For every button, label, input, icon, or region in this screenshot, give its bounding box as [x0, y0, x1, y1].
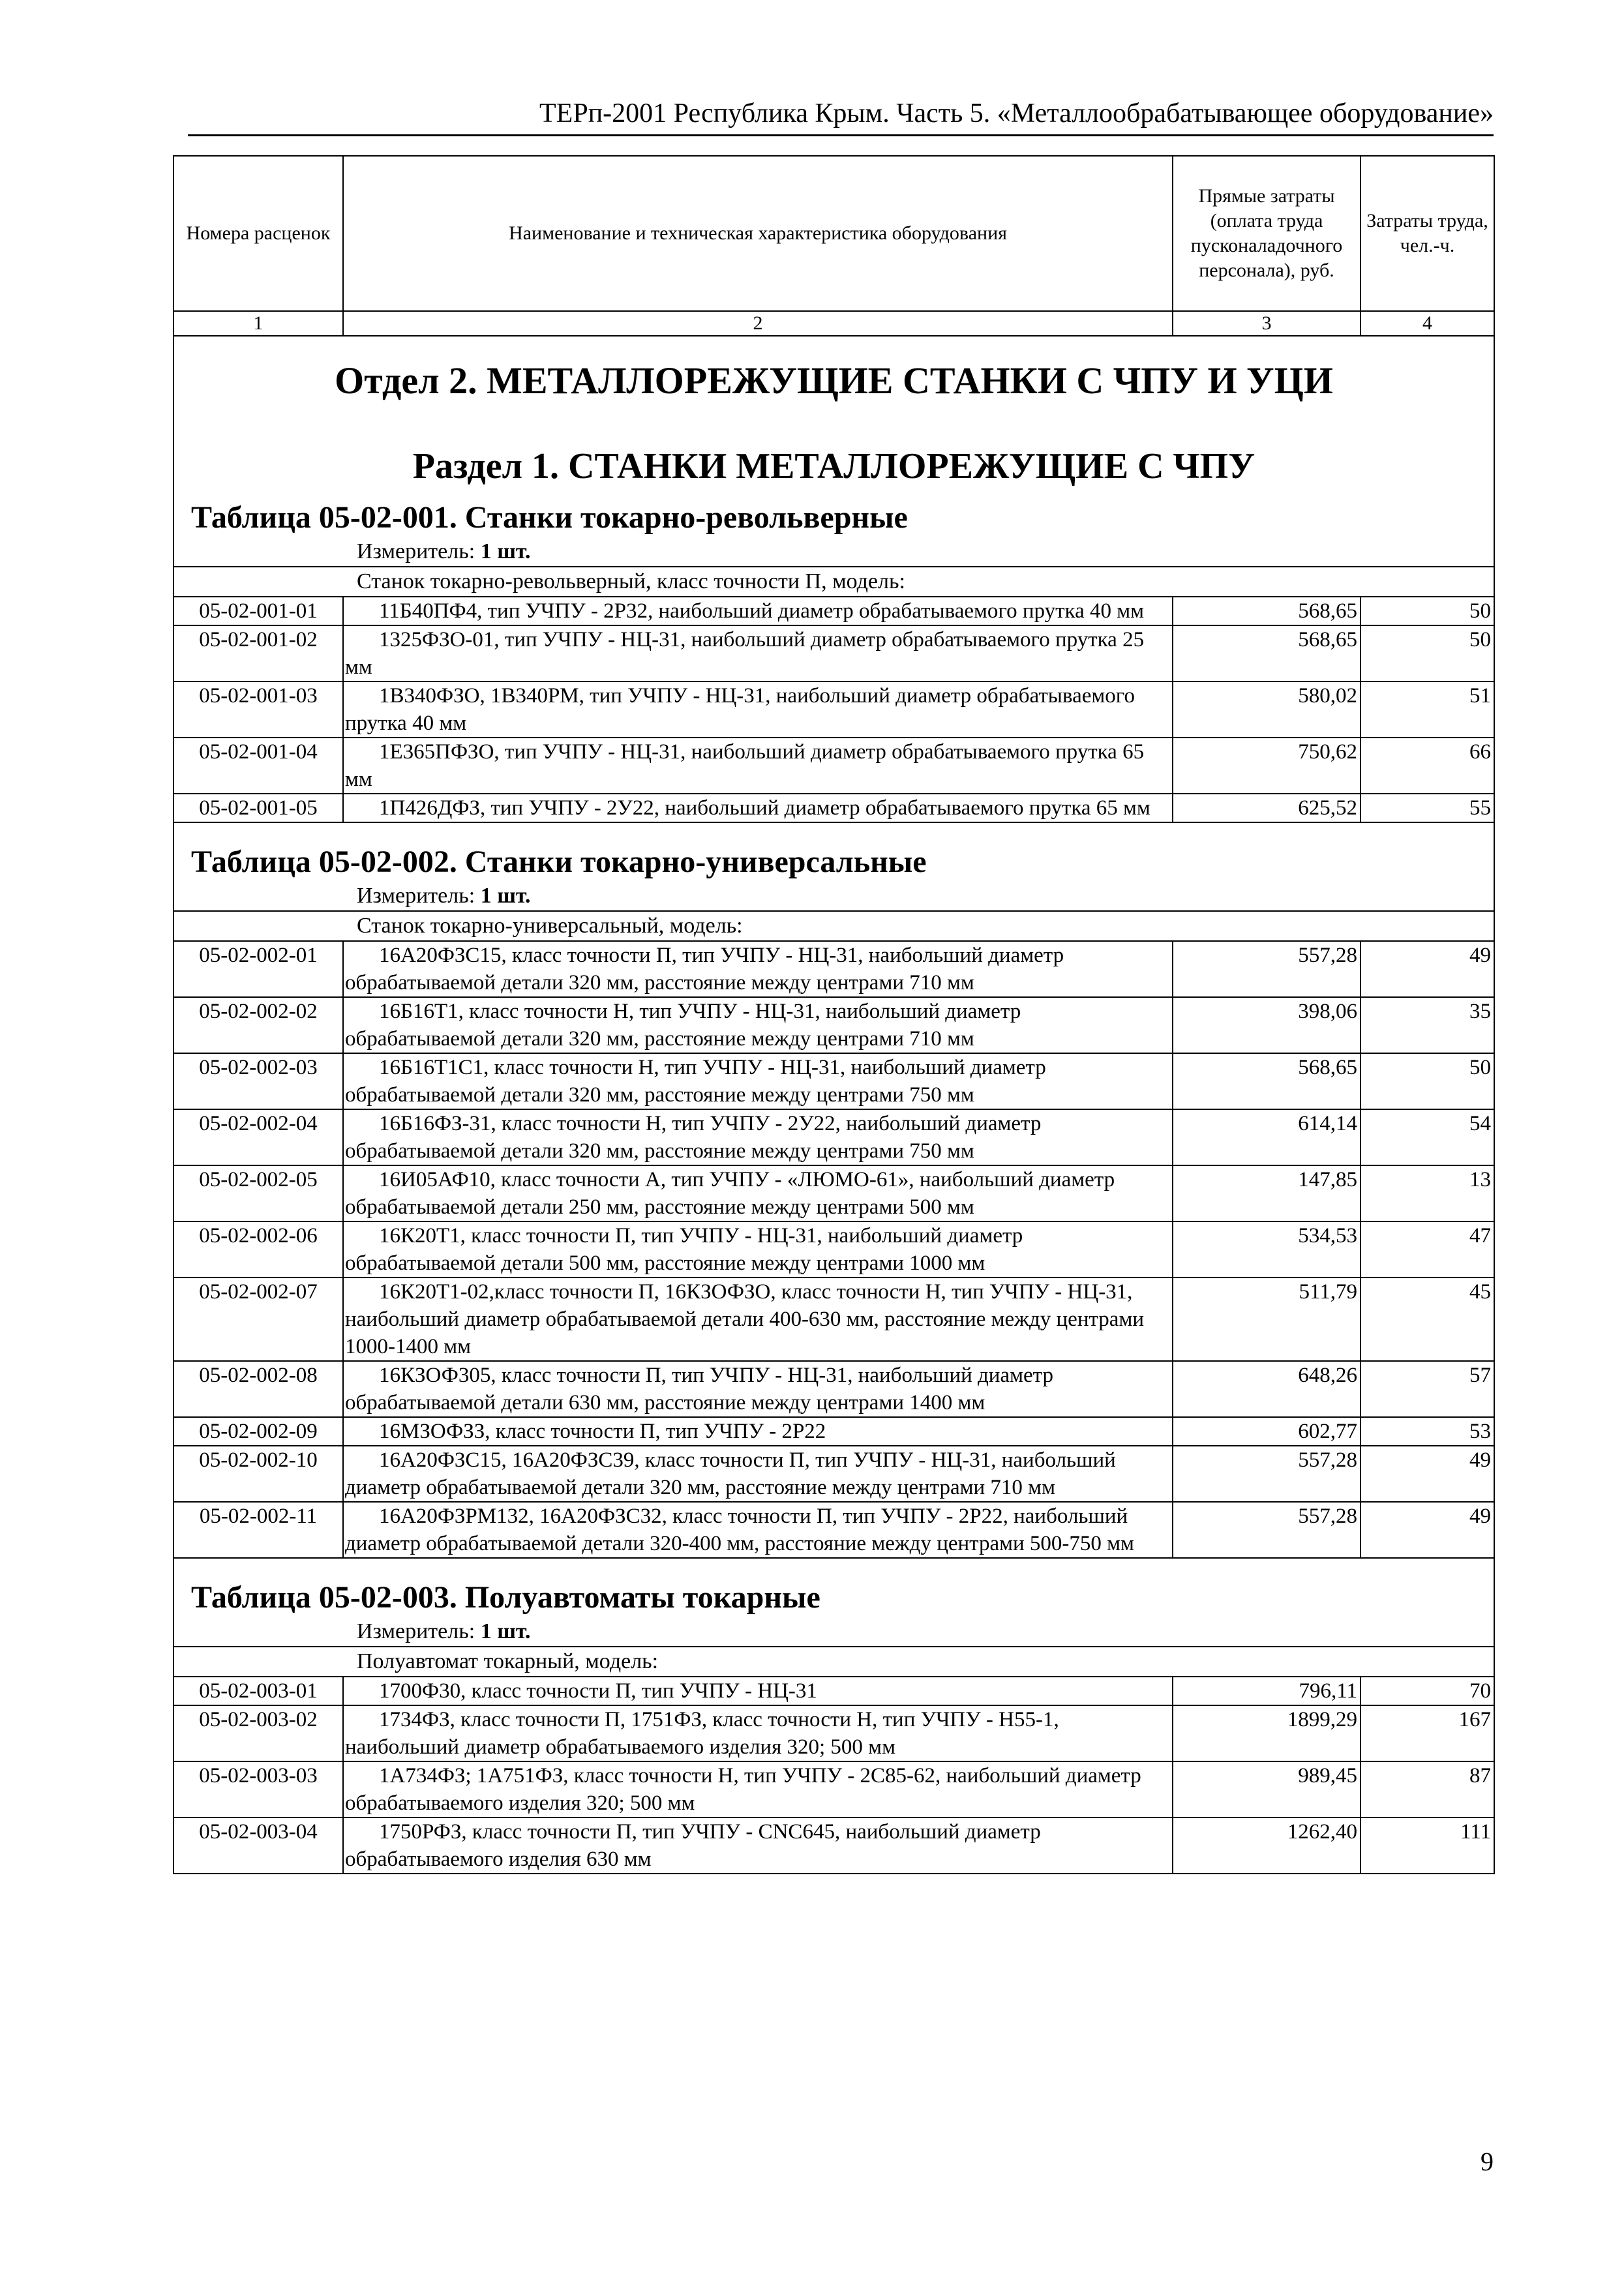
- labor-cost: 70: [1361, 1677, 1494, 1705]
- measure-value: 1 шт.: [480, 1619, 531, 1643]
- description-text: 1734ФЗ, класс точности П, 1751ФЗ, класс точности Н, тип УЧПУ - Н55-1, наибольший диаметр обрабатываемого изделия 320; 500 мм: [345, 1708, 1059, 1759]
- equipment-description: [343, 681, 1173, 738]
- rate-code: 05-02-001-05: [173, 794, 343, 822]
- direct-cost: 568,65: [1173, 597, 1361, 625]
- direct-cost: 625,52: [1173, 794, 1361, 822]
- table-subheading: Полуавтомат токарный, модель:: [173, 1647, 1494, 1677]
- labor-cost: 45: [1361, 1278, 1494, 1361]
- table-row: [173, 1278, 1494, 1361]
- column-header-description: Наименование и техническая характеристика оборудования: [343, 156, 1173, 311]
- labor-cost: 111: [1361, 1818, 1494, 1874]
- table-row: [173, 1053, 1494, 1109]
- description-text: 1А734ФЗ; 1А751ФЗ, класс точности Н, тип УЧПУ - 2С85-62, наибольший диаметр обрабатываемого изделия 320; 500 мм: [345, 1764, 1141, 1815]
- table-title: Таблица 05-02-001. Станки токарно-револьверные: [191, 500, 908, 535]
- labor-cost: 57: [1361, 1361, 1494, 1417]
- rate-code: 05-02-002-09: [173, 1417, 343, 1446]
- table-row: [173, 941, 1494, 997]
- description-text: 1В340ФЗО, 1В340РМ, тип УЧПУ - НЦ-31, наибольший диаметр обрабатываемого прутка 40 мм: [345, 684, 1135, 735]
- direct-cost: 511,79: [1173, 1278, 1361, 1361]
- table-row: [173, 597, 1494, 625]
- description-text: 16МЗОФЗЗ, класс точности П, тип УЧПУ - 2Р22: [379, 1420, 826, 1443]
- labor-cost: 54: [1361, 1109, 1494, 1165]
- column-header-labor: Затраты труда, чел.-ч.: [1361, 156, 1494, 311]
- description-text: 16А20ФЗС15, 16А20ФЗС39, класс точности П, тип УЧПУ - НЦ-31, наибольший диаметр обрабатываемой детали 320 мм, расстояние между центрами 710 мм: [345, 1448, 1116, 1499]
- measure-line: [357, 882, 1494, 910]
- subheading-row: [173, 1647, 1494, 1677]
- rate-code: 05-02-003-03: [173, 1761, 343, 1818]
- direct-cost: 1262,40: [1173, 1818, 1361, 1874]
- labor-cost: 50: [1361, 625, 1494, 681]
- equipment-description: [343, 1053, 1173, 1109]
- labor-cost: 13: [1361, 1165, 1494, 1221]
- description-text: 16Б16Т1С1, класс точности Н, тип УЧПУ - НЦ-31, наибольший диаметр обрабатываемой детали 320 мм, расстояние между центрами 750 мм: [345, 1056, 1046, 1107]
- description-text: 16КЗОФ305, класс точности П, тип УЧПУ - НЦ-31, наибольший диаметр обрабатываемой детали 630 мм, расстояние между центрами 1400 мм: [345, 1364, 1053, 1414]
- column-number-row: [173, 311, 1494, 336]
- direct-cost: 750,62: [1173, 738, 1361, 794]
- table-subheading: Станок токарно-револьверный, класс точности П, модель:: [173, 567, 1494, 597]
- column-header-cost: Прямые затраты (оплата труда пусконаладочного персонала), руб.: [1173, 156, 1361, 311]
- equipment-description: [343, 1165, 1173, 1221]
- rate-code: 05-02-002-10: [173, 1446, 343, 1502]
- table-row: [173, 625, 1494, 681]
- rate-code: 05-02-002-02: [173, 997, 343, 1053]
- table-row: [173, 1221, 1494, 1278]
- subheading-row: [173, 567, 1494, 597]
- description-text: 16К20Т1-02,класс точности П, 16КЗОФЗО, класс точности Н, тип УЧПУ - НЦ-31, наибольший диаметр обрабатываемой детали 400-630 мм, расстояние между центрами 1000-1400 мм: [345, 1280, 1144, 1358]
- rate-code: 05-02-001-01: [173, 597, 343, 625]
- table-row: [173, 681, 1494, 738]
- direct-cost: 1899,29: [1173, 1705, 1361, 1761]
- labor-cost: 66: [1361, 738, 1494, 794]
- table-title-row: [173, 822, 1494, 911]
- rate-code: 05-02-001-02: [173, 625, 343, 681]
- description-text: 1750РФЗ, класс точности П, тип УЧПУ - CNC645, наибольший диаметр обрабатываемого изделия 630 мм: [345, 1820, 1041, 1871]
- column-number-3: 3: [1173, 311, 1361, 336]
- labor-cost: 47: [1361, 1221, 1494, 1278]
- table-row: [173, 997, 1494, 1053]
- equipment-description: [343, 1109, 1173, 1165]
- measure-label: Измеритель:: [357, 1619, 475, 1643]
- labor-cost: 55: [1361, 794, 1494, 822]
- equipment-description: [343, 1278, 1173, 1361]
- razdel-title: Раздел 1. СТАНКИ МЕТАЛЛОРЕЖУЩИЕ С ЧПУ: [412, 446, 1256, 486]
- table-row: [173, 1502, 1494, 1558]
- direct-cost: 557,28: [1173, 1502, 1361, 1558]
- direct-cost: 568,65: [1173, 1053, 1361, 1109]
- table-row: [173, 738, 1494, 794]
- rates-table: [173, 155, 1495, 1874]
- table-row: [173, 794, 1494, 822]
- labor-cost: 50: [1361, 1053, 1494, 1109]
- equipment-description: [343, 1677, 1173, 1705]
- direct-cost: 557,28: [1173, 1446, 1361, 1502]
- labor-cost: 49: [1361, 941, 1494, 997]
- direct-cost: 989,45: [1173, 1761, 1361, 1818]
- equipment-description: [343, 1446, 1173, 1502]
- equipment-description: [343, 997, 1173, 1053]
- labor-cost: 35: [1361, 997, 1494, 1053]
- table-row: [173, 1361, 1494, 1417]
- table-row: [173, 1705, 1494, 1761]
- section-heading-row: [173, 336, 1494, 489]
- rate-code: 05-02-001-03: [173, 681, 343, 738]
- description-text: 1325ФЗО-01, тип УЧПУ - НЦ-31, наибольший диаметр обрабатываемого прутка 25 мм: [345, 628, 1145, 679]
- rate-code: 05-02-002-07: [173, 1278, 343, 1361]
- measure-value: 1 шт.: [480, 884, 531, 908]
- table-row: [173, 1818, 1494, 1874]
- table-row: [173, 1109, 1494, 1165]
- description-text: 11Б40ПФ4, тип УЧПУ - 2Р32, наибольший диаметр обрабатываемого прутка 40 мм: [379, 599, 1144, 623]
- description-text: 16К20Т1, класс точности П, тип УЧПУ - НЦ-31, наибольший диаметр обрабатываемой детали 500 мм, расстояние между центрами 1000 мм: [345, 1224, 1023, 1275]
- equipment-description: [343, 1221, 1173, 1278]
- rate-code: 05-02-003-02: [173, 1705, 343, 1761]
- labor-cost: 49: [1361, 1502, 1494, 1558]
- table-title-row: [173, 489, 1494, 567]
- direct-cost: 557,28: [1173, 941, 1361, 997]
- otdel-title: Отдел 2. МЕТАЛЛОРЕЖУЩИЕ СТАНКИ С ЧПУ И УЦИ: [335, 359, 1333, 402]
- labor-cost: 87: [1361, 1761, 1494, 1818]
- direct-cost: 648,26: [1173, 1361, 1361, 1417]
- measure-line: [357, 537, 1494, 566]
- direct-cost: 602,77: [1173, 1417, 1361, 1446]
- column-number-4: 4: [1361, 311, 1494, 336]
- description-text: 1Е365ПФЗО, тип УЧПУ - НЦ-31, наибольший диаметр обрабатываемого прутка 65 мм: [345, 740, 1145, 791]
- measure-label: Измеритель:: [357, 539, 475, 563]
- table-title-row: [173, 1558, 1494, 1647]
- table-subheading: Станок токарно-универсальный, модель:: [173, 911, 1494, 941]
- column-number-2: 2: [343, 311, 1173, 336]
- table-row: [173, 1417, 1494, 1446]
- column-header-row: [173, 156, 1494, 311]
- description-text: 16А20ФЗРМ132, 16А20ФЗС32, класс точности П, тип УЧПУ - 2Р22, наибольший диаметр обрабатываемой детали 320-400 мм, расстояние между центрами 500-750 мм: [345, 1504, 1134, 1555]
- equipment-description: [343, 625, 1173, 681]
- description-text: 1700Ф30, класс точности П, тип УЧПУ - НЦ-31: [379, 1679, 817, 1703]
- labor-cost: 167: [1361, 1705, 1494, 1761]
- equipment-description: [343, 1761, 1173, 1818]
- table-row: [173, 1677, 1494, 1705]
- labor-cost: 49: [1361, 1446, 1494, 1502]
- equipment-description: [343, 1818, 1173, 1874]
- direct-cost: 147,85: [1173, 1165, 1361, 1221]
- equipment-description: [343, 738, 1173, 794]
- rate-code: 05-02-002-08: [173, 1361, 343, 1417]
- table-row: [173, 1165, 1494, 1221]
- rate-code: 05-02-003-04: [173, 1818, 343, 1874]
- direct-cost: 796,11: [1173, 1677, 1361, 1705]
- table-row: [173, 1446, 1494, 1502]
- direct-cost: 398,06: [1173, 997, 1361, 1053]
- measure-line: [357, 1617, 1494, 1646]
- table-title: Таблица 05-02-002. Станки токарно-универсальные: [191, 845, 927, 879]
- equipment-description: [343, 597, 1173, 625]
- description-text: 16Б16ФЗ-31, класс точности Н, тип УЧПУ - 2У22, наибольший диаметр обрабатываемой детали 320 мм, расстояние между центрами 750 мм: [345, 1112, 1042, 1163]
- direct-cost: 534,53: [1173, 1221, 1361, 1278]
- equipment-description: [343, 1417, 1173, 1446]
- equipment-description: [343, 1361, 1173, 1417]
- description-text: 16А20ФЗС15, класс точности П, тип УЧПУ - НЦ-31, наибольший диаметр обрабатываемой детали 320 мм, расстояние между центрами 710 мм: [345, 944, 1064, 995]
- rate-code: 05-02-002-03: [173, 1053, 343, 1109]
- labor-cost: 51: [1361, 681, 1494, 738]
- equipment-description: [343, 1705, 1173, 1761]
- description-text: 16Б16Т1, класс точности Н, тип УЧПУ - НЦ-31, наибольший диаметр обрабатываемой детали 320 мм, расстояние между центрами 710 мм: [345, 1000, 1021, 1051]
- rate-code: 05-02-002-05: [173, 1165, 343, 1221]
- equipment-description: [343, 1502, 1173, 1558]
- direct-cost: 614,14: [1173, 1109, 1361, 1165]
- column-header-code: Номера расценок: [173, 156, 343, 311]
- description-text: 1П426ДФЗ, тип УЧПУ - 2У22, наибольший диаметр обрабатываемого прутка 65 мм: [379, 796, 1150, 820]
- measure-value: 1 шт.: [480, 539, 531, 563]
- direct-cost: 568,65: [1173, 625, 1361, 681]
- rate-code: 05-02-003-01: [173, 1677, 343, 1705]
- page-number: 9: [1481, 2147, 1494, 2176]
- running-header: ТЕРп-2001 Республика Крым. Часть 5. «Металлообрабатывающее оборудование»: [539, 98, 1494, 128]
- equipment-description: [343, 794, 1173, 822]
- rate-code: 05-02-001-04: [173, 738, 343, 794]
- labor-cost: 50: [1361, 597, 1494, 625]
- rate-code: 05-02-002-01: [173, 941, 343, 997]
- subheading-row: [173, 911, 1494, 941]
- description-text: 16И05АФ10, класс точности А, тип УЧПУ - «ЛЮМО-61», наибольший диаметр обрабатываемой детали 250 мм, расстояние между центрами 500 мм: [345, 1168, 1115, 1219]
- header-rule: [188, 134, 1494, 136]
- measure-label: Измеритель:: [357, 884, 475, 908]
- table-row: [173, 1761, 1494, 1818]
- labor-cost: 53: [1361, 1417, 1494, 1446]
- column-number-1: 1: [173, 311, 343, 336]
- rate-code: 05-02-002-06: [173, 1221, 343, 1278]
- table-title: Таблица 05-02-003. Полуавтоматы токарные: [191, 1580, 820, 1615]
- equipment-description: [343, 941, 1173, 997]
- rate-code: 05-02-002-04: [173, 1109, 343, 1165]
- direct-cost: 580,02: [1173, 681, 1361, 738]
- rate-code: 05-02-002-11: [173, 1502, 343, 1558]
